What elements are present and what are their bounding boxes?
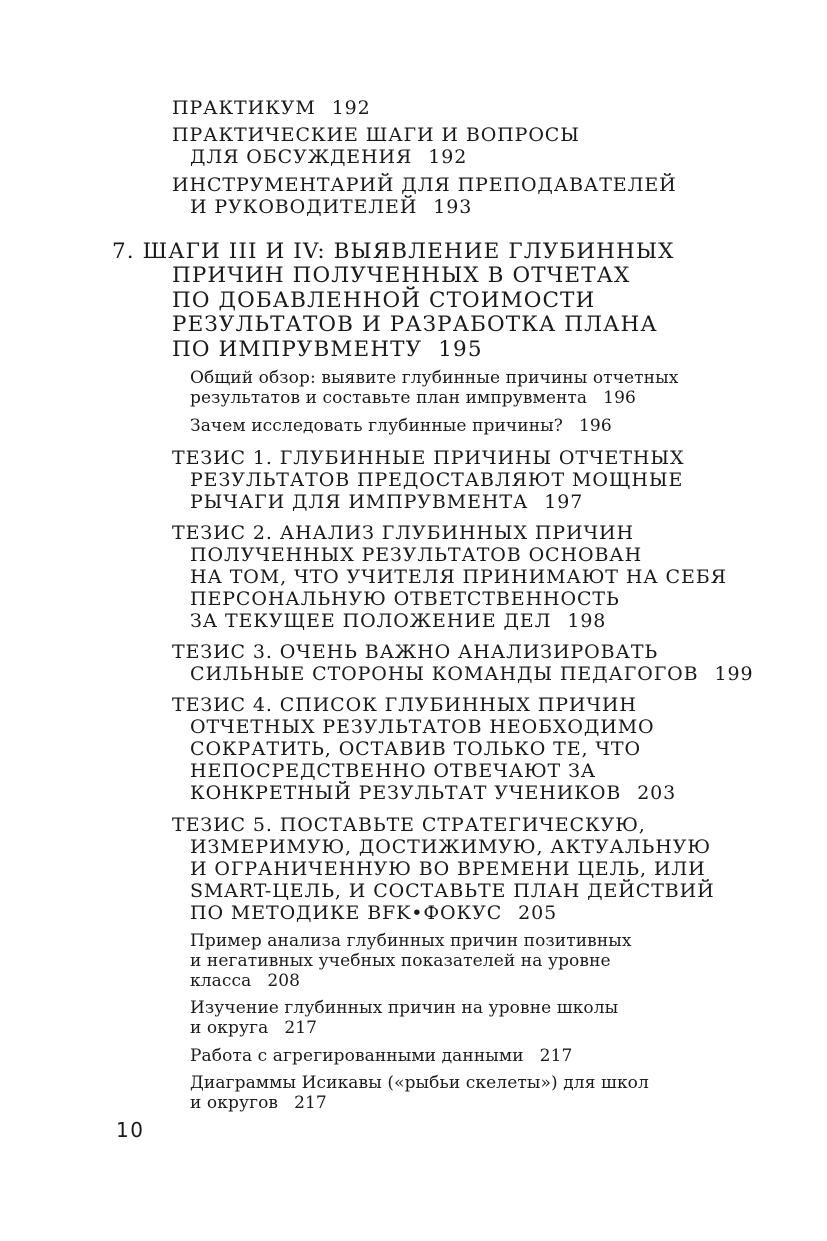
toc-thesis4-line5: [190, 782, 676, 804]
toc-page-number: 197: [544, 491, 584, 513]
toc-entry-text: РЫЧАГИ ДЛЯ ИМПРУВМЕНТА: [190, 491, 529, 513]
toc-page-number: 208: [267, 971, 301, 991]
toc-entry-overview-line1: Общий обзор: выявите глубинные причины отчетных: [190, 368, 679, 388]
toc-page-number: 192: [428, 146, 468, 168]
toc-entry-text: ПО МЕТОДИКЕ BFK•ФОКУС: [190, 902, 503, 924]
toc-thesis5-line3: И ОГРАНИЧЕННУЮ ВО ВРЕМЕНИ ЦЕЛЬ, ИЛИ: [190, 858, 706, 880]
toc-thesis1-line3: [190, 491, 583, 513]
toc-entry-text: Зачем исследовать глубинные причины?: [190, 416, 563, 436]
toc-entry-praktikum: [172, 97, 371, 119]
toc-thesis2-line2: ПОЛУЧЕННЫХ РЕЗУЛЬТАТОВ ОСНОВАН: [190, 544, 643, 566]
toc-thesis1-line2: РЕЗУЛЬТАТОВ ПРЕДОСТАВЛЯЮТ МОЩНЫЕ: [190, 469, 684, 491]
toc-thesis2-line5: [190, 610, 606, 632]
toc-entry-ishikawa-line2: [190, 1093, 327, 1113]
toc-page-number: 199: [714, 663, 754, 685]
toc-page-number: 217: [284, 1018, 318, 1038]
toc-entry-steps-line1: ПРАКТИЧЕСКИЕ ШАГИ И ВОПРОСЫ: [172, 124, 580, 146]
toc-page-number: 205: [518, 902, 558, 924]
toc-thesis5-line1: ТЕЗИС 5. ПОСТАВЬТЕ СТРАТЕГИЧЕСКУЮ,: [172, 814, 646, 836]
toc-entry-ishikawa-line1: Диаграммы Исикавы («рыбьи скелеты») для школ: [190, 1073, 649, 1093]
toc-entry-example-line1: Пример анализа глубинных причин позитивных: [190, 931, 632, 951]
toc-page-number: 192: [331, 97, 371, 119]
toc-thesis4-line1: ТЕЗИС 4. СПИСОК ГЛУБИННЫХ ПРИЧИН: [172, 694, 637, 716]
toc-entry-text: КОНКРЕТНЫЙ РЕЗУЛЬТАТ УЧЕНИКОВ: [190, 782, 622, 804]
toc-thesis3-line1: ТЕЗИС 3. ОЧЕНЬ ВАЖНО АНАЛИЗИРОВАТЬ: [172, 641, 659, 663]
chapter-title-line2: ПРИЧИН ПОЛУЧЕННЫХ В ОТЧЕТАХ: [172, 263, 631, 288]
toc-entry-why: [190, 416, 612, 436]
page-number: 10: [116, 1118, 145, 1142]
toc-entry-school-line2: [190, 1018, 317, 1038]
toc-page-number: 203: [637, 782, 677, 804]
toc-entry-school-line1: Изучение глубинных причин на уровне школы: [190, 998, 619, 1018]
toc-thesis5-line5: [190, 902, 557, 924]
toc-entry-text: ДЛЯ ОБСУЖДЕНИЯ: [190, 146, 413, 168]
toc-entry-text: ПРАКТИКУМ: [172, 97, 316, 119]
toc-page-number: 193: [433, 196, 473, 218]
chapter-title-line4: РЕЗУЛЬТАТОВ И РАЗРАБОТКА ПЛАНА: [172, 312, 658, 337]
toc-entry-overview-line2: [190, 388, 636, 408]
toc-thesis2-line4: ПЕРСОНАЛЬНУЮ ОТВЕТСТВЕННОСТЬ: [190, 588, 620, 610]
toc-entry-example-line3: [190, 971, 300, 991]
toc-entry-steps-line2: [190, 146, 467, 168]
toc-thesis4-line2: ОТЧЕТНЫХ РЕЗУЛЬТАТОВ НЕОБХОДИМО: [190, 716, 655, 738]
chapter-title-line5: [172, 338, 483, 362]
toc-page-number: 195: [438, 337, 483, 362]
toc-thesis3-line2: [190, 663, 753, 685]
toc-entry-tools-line2: [190, 196, 472, 218]
toc-page-number: 217: [539, 1046, 573, 1066]
toc-entry-tools-line1: ИНСТРУМЕНТАРИЙ ДЛЯ ПРЕПОДАВАТЕЛЕЙ: [172, 174, 677, 196]
toc-thesis2-line1: ТЕЗИС 2. АНАЛИЗ ГЛУБИННЫХ ПРИЧИН: [172, 522, 634, 544]
toc-entry-text: ЗА ТЕКУЩЕЕ ПОЛОЖЕНИЕ ДЕЛ: [190, 610, 552, 632]
toc-thesis4-line3: СОКРАТИТЬ, ОСТАВИВ ТОЛЬКО ТЕ, ЧТО: [190, 738, 641, 760]
chapter-title-line3: ПО ДОБАВЛЕННОЙ СТОИМОСТИ: [172, 288, 596, 313]
toc-entry-text: И РУКОВОДИТЕЛЕЙ: [190, 196, 418, 218]
toc-entry-example-line2: и негативных учебных показателей на уровне: [190, 951, 611, 971]
toc-entry-text: класса: [190, 971, 252, 991]
toc-thesis5-line4: SMART-ЦЕЛЬ, И СОСТАВЬТЕ ПЛАН ДЕЙСТВИЙ: [190, 880, 715, 902]
toc-entry-text: СИЛЬНЫЕ СТОРОНЫ КОМАНДЫ ПЕДАГОГОВ: [190, 663, 699, 685]
toc-thesis4-line4: НЕПОСРЕДСТВЕННО ОТВЕЧАЮТ ЗА: [190, 760, 597, 782]
toc-thesis2-line3: НА ТОМ, ЧТО УЧИТЕЛЯ ПРИНИМАЮТ НА СЕБЯ: [190, 566, 727, 588]
toc-entry-text: и округов: [190, 1093, 279, 1113]
toc-page-number: 196: [603, 388, 636, 408]
toc-entry-text: Работа с агрегированными данными: [190, 1046, 524, 1066]
toc-entry-aggregated: [190, 1046, 572, 1066]
toc-page-number: 196: [578, 416, 612, 436]
chapter-title-line1: 7. ШАГИ III И IV: ВЫЯВЛЕНИЕ ГЛУБИННЫХ: [112, 239, 675, 264]
toc-entry-text: результатов и составьте план импрувмента: [190, 388, 588, 408]
toc-page-number: 198: [567, 610, 607, 632]
toc-entry-text: ПО ИМПРУВМЕНТУ: [172, 337, 423, 362]
toc-thesis5-line2: ИЗМЕРИМУЮ, ДОСТИЖИМУЮ, АКТУАЛЬНУЮ: [190, 836, 711, 858]
toc-page-number: 217: [294, 1093, 327, 1113]
toc-entry-text: и округа: [190, 1018, 269, 1038]
toc-thesis1-line1: ТЕЗИС 1. ГЛУБИННЫЕ ПРИЧИНЫ ОТЧЕТНЫХ: [172, 447, 685, 469]
